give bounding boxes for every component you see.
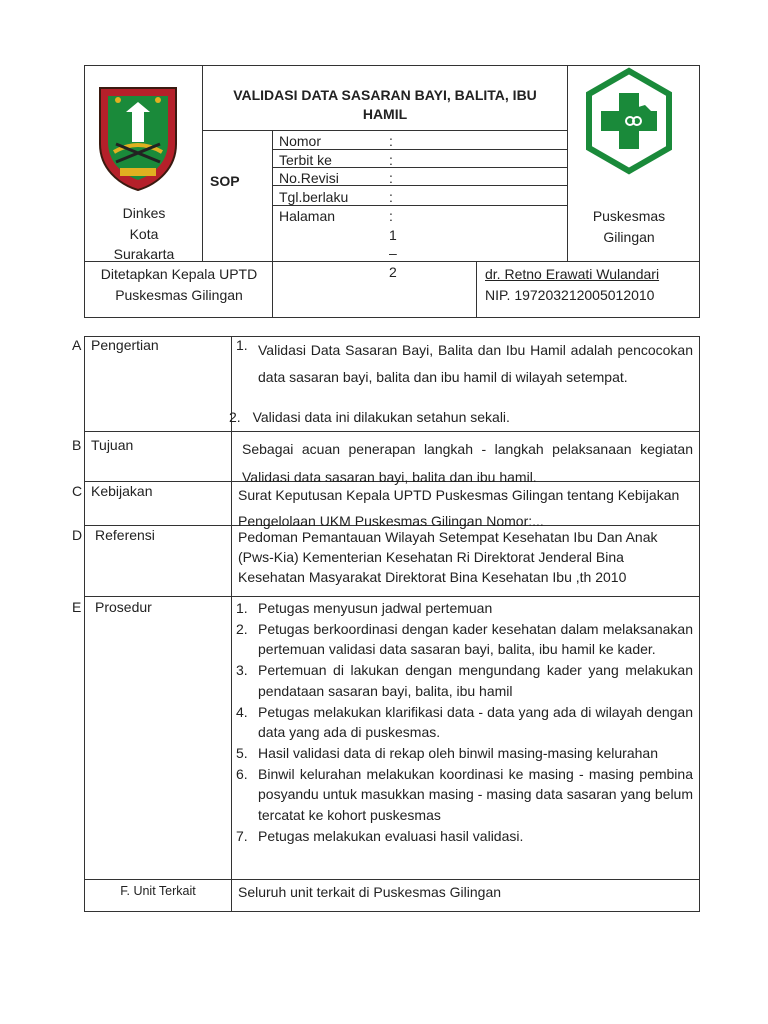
prosedur-step xyxy=(236,660,693,701)
meta-label-revisi: No.Revisi xyxy=(279,170,339,186)
meta-value-revisi: : xyxy=(389,170,393,186)
prosedur-step-text: Hasil validasi data di rekap oleh binwil masing-masing kelurahan xyxy=(258,744,658,761)
prosedur-step-text: Pertemuan di lakukan dengan mengundang kader yang melakukan pendataan sasaran bayi, balita, ibu hamil xyxy=(258,662,693,699)
prosedur-step-text: Petugas menyusun jadwal pertemuan xyxy=(258,600,493,616)
section-label-tujuan: Tujuan xyxy=(91,437,134,453)
prosedur-step-text: Petugas melakukan evaluasi hasil validasi. xyxy=(258,827,524,844)
section-letter-a: A xyxy=(72,337,82,353)
prosedur-step xyxy=(236,702,693,743)
surakarta-crest-logo xyxy=(96,86,180,192)
pengertian-text-1: Validasi Data Sasaran Bayi, Balita dan Ibu Hamil adalah pencocokan data sasaran bayi, balita dan ibu hamil di wilayah setempat. xyxy=(258,342,693,385)
pengertian-item-1 xyxy=(236,337,693,391)
prosedur-step-num: 2. xyxy=(236,620,248,637)
prosedur-list xyxy=(236,598,693,846)
pengertian-num-2: 2. xyxy=(229,409,241,425)
meta-value-terbit: : xyxy=(389,151,393,168)
right-org-line: Puskesmas xyxy=(592,208,666,224)
tujuan-text: Sebagai acuan penerapan langkah - langkah pelaksanaan kegiatan Validasi data sasaran bayi, balita dan ibu hamil. xyxy=(242,441,693,485)
section-letter-c: C xyxy=(72,483,83,499)
established-by-line: Ditetapkan Kepala UPTD xyxy=(100,266,258,282)
meta-label-nomor: Nomor xyxy=(279,133,322,149)
prosedur-step-text: Binwil kelurahan melakukan koordinasi ke masing - masing pembina posyandu untuk masukkan masing - masing data sasaran yang belum tercatat ke kohort puskesmas xyxy=(258,765,693,824)
left-org-line: Kota xyxy=(129,225,159,242)
section-label-prosedur: Prosedur xyxy=(95,599,152,615)
prosedur-step xyxy=(236,619,693,660)
prosedur-step xyxy=(236,764,693,826)
left-org-line: Dinkes xyxy=(122,205,166,221)
prosedur-step xyxy=(236,826,693,847)
prosedur-step-text: Petugas berkoordinasi dengan kader kesehatan dalam melaksanakan pertemuan validasi data sasaran bayi, balita, ibu hamil ke kader. xyxy=(258,620,693,658)
prosedur-step-num: 4. xyxy=(236,703,248,720)
prosedur-step xyxy=(236,743,693,764)
prosedur-step-num: 7. xyxy=(236,827,248,844)
section-label-kebijakan: Kebijakan xyxy=(91,483,153,499)
meta-label-terbit: Terbit ke xyxy=(279,151,332,168)
kebijakan-text: Surat Keputusan Kepala UPTD Puskesmas Gilingan tentang Kebijakan Pengelolaan UKM Puskesmas Gilingan Nomor:... xyxy=(238,487,680,529)
pengertian-text-2: Validasi data ini dilakukan setahun sekali. xyxy=(252,409,510,425)
unit-terkait-text: Seluruh unit terkait di Puskesmas Gilingan xyxy=(238,884,502,900)
meta-label-tgl: Tgl.berlaku xyxy=(279,188,349,205)
meta-label-halaman: Halaman xyxy=(279,208,336,224)
meta-value-halaman: : 1 – 2 xyxy=(389,208,397,280)
section-label-referensi: Referensi xyxy=(95,527,155,543)
established-by-line: Puskesmas Gilingan xyxy=(115,287,243,303)
prosedur-step-text: Petugas melakukan klarifikasi data - data yang ada di wilayah dengan data yang ada di puskesmas. xyxy=(258,703,693,741)
puskesmas-logo xyxy=(579,67,679,175)
prosedur-step-num: 5. xyxy=(236,744,248,761)
section-letter-e: E xyxy=(72,599,82,615)
meta-value-nomor: : xyxy=(389,133,393,149)
prosedur-step-num: 6. xyxy=(236,765,248,782)
sop-label: SOP xyxy=(210,173,240,189)
left-org-line: Surakarta xyxy=(113,246,175,262)
section-label-unit-terkait: F. Unit Terkait xyxy=(120,884,196,898)
prosedur-step xyxy=(236,598,693,619)
section-letter-b: B xyxy=(72,437,82,453)
section-label-pengertian: Pengertian xyxy=(91,337,159,353)
section-letter-d: D xyxy=(72,527,83,543)
pengertian-item-2 xyxy=(229,409,693,425)
prosedur-step-num: 1. xyxy=(236,600,248,616)
referensi-text: Pedoman Pemantauan Wilayah Setempat Kesehatan Ibu Dan Anak (Pws-Kia) Kementerian Kesehatan Ri Direktorat Jenderal Bina Kesehatan Masyarakat Direktorat Bina Kesehatan Ibu ,th 2010 xyxy=(238,529,658,585)
signer-name: dr. Retno Erawati Wulandari xyxy=(485,266,660,282)
right-org-line: Gilingan xyxy=(603,228,655,245)
pengertian-num-1: 1. xyxy=(236,337,248,353)
document-title: VALIDASI DATA SASARAN BAYI, BALITA, IBU HAMIL xyxy=(233,87,537,122)
meta-value-tgl: : xyxy=(389,188,393,205)
signer-nip: NIP. 197203212005012010 xyxy=(485,287,655,303)
prosedur-step-num: 3. xyxy=(236,662,248,679)
